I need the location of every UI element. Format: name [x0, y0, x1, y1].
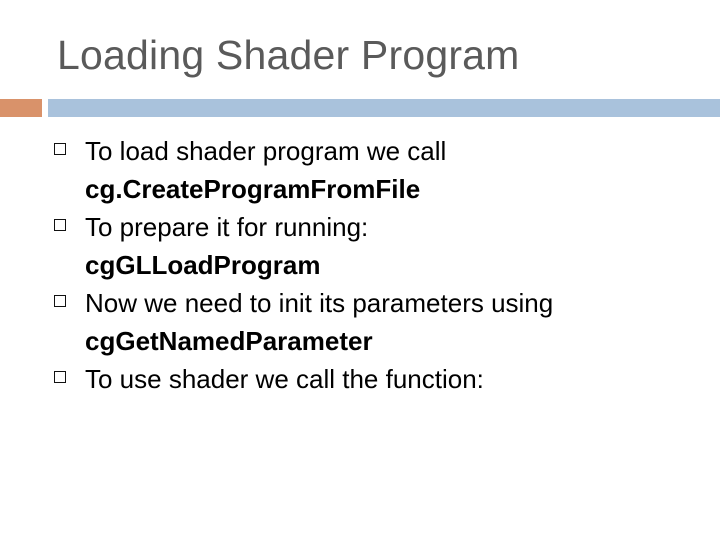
bullet-code: cgGLLoadProgram [85, 250, 321, 280]
bullet-code: cg.CreateProgramFromFile [85, 174, 421, 204]
bullet-text: To use shader we call the function: [85, 364, 484, 394]
square-bullet-icon [54, 371, 66, 383]
bullet-code: cgGetNamedParameter [85, 326, 373, 356]
bullet-item [0, 360, 720, 398]
title-rule [48, 99, 720, 117]
bullet-item [0, 284, 720, 360]
title-rule-accent [0, 99, 42, 117]
bullet-item [0, 208, 720, 284]
bullet-text: Now we need to init its parameters using [85, 288, 554, 318]
bullet-item [0, 132, 720, 208]
bullet-text: To load shader program we call [85, 136, 447, 166]
bullet-text: To prepare it for running: [85, 212, 369, 242]
slide-title: Loading Shader Program [57, 32, 520, 78]
square-bullet-icon [54, 219, 66, 231]
square-bullet-icon [54, 295, 66, 307]
square-bullet-icon [54, 143, 66, 155]
bullet-list [0, 132, 720, 398]
